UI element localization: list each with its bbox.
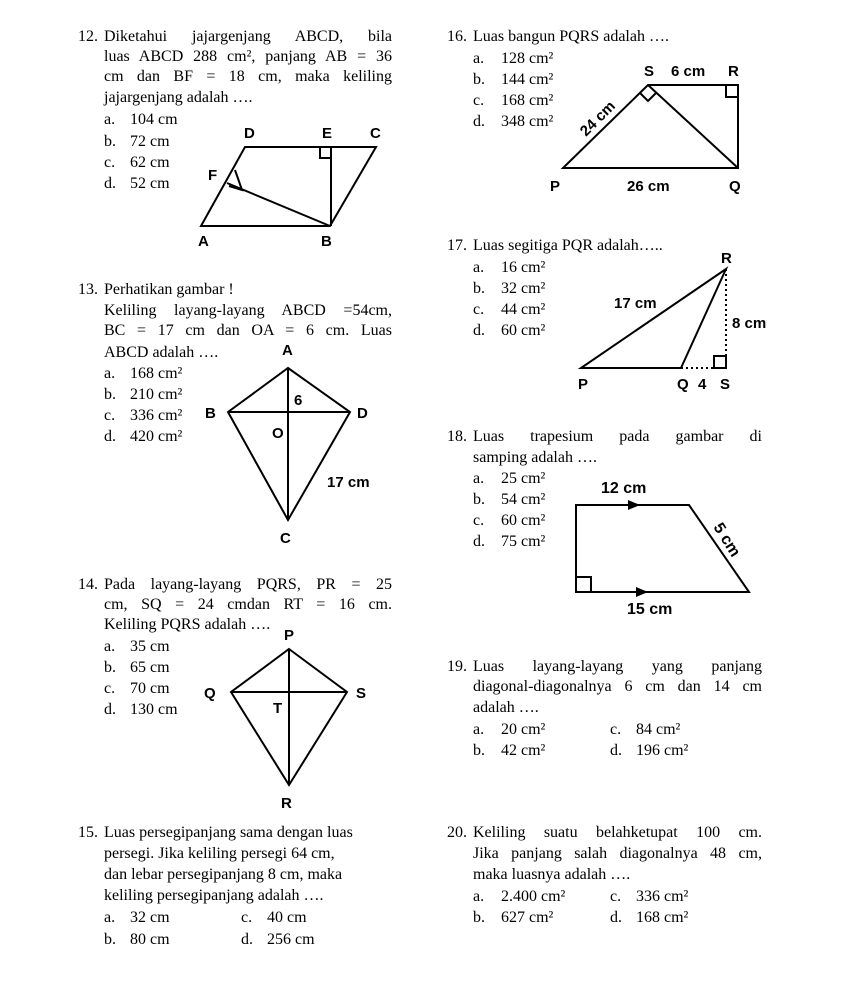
q19-line-1: Luas layang-layang yang panjang bbox=[473, 658, 762, 675]
q20-option-b-letter: b. bbox=[473, 909, 485, 926]
q20-option-a[interactable]: 2.400 cm² bbox=[501, 888, 566, 905]
q14-option-d[interactable]: 130 cm bbox=[130, 701, 178, 718]
q17-option-c-letter: c. bbox=[473, 301, 485, 318]
q13-label-A: A bbox=[282, 342, 293, 359]
q17-label-QS: 4 bbox=[698, 376, 707, 393]
q20-option-c[interactable]: 336 cm² bbox=[636, 888, 689, 905]
q17-label-R: R bbox=[721, 250, 732, 267]
q14-option-d-letter: d. bbox=[104, 701, 116, 718]
q13-label-D: D bbox=[357, 405, 368, 422]
q12-option-c-letter: c. bbox=[104, 154, 116, 171]
q15-line-3: dan lebar persegipanjang 8 cm, maka bbox=[104, 866, 343, 883]
q14-line-3: Keliling PQRS adalah …. bbox=[104, 616, 271, 633]
q20-option-c-letter: c. bbox=[610, 888, 622, 905]
q18-number: 18. bbox=[447, 428, 467, 445]
q15-option-b-letter: b. bbox=[104, 931, 116, 948]
q17-line-1: Luas segitiga PQR adalah….. bbox=[473, 237, 663, 254]
q14-number: 14. bbox=[78, 576, 98, 593]
q20-number: 20. bbox=[447, 824, 467, 841]
q20-option-d[interactable]: 168 cm² bbox=[636, 909, 689, 926]
q18-option-c-letter: c. bbox=[473, 512, 485, 529]
q12-line-1: Diketahui jajargenjang ABCD, bila bbox=[104, 28, 392, 45]
q20-option-b[interactable]: 627 cm² bbox=[501, 909, 554, 926]
q15-option-a[interactable]: 32 cm bbox=[130, 909, 170, 926]
q13-label-BC: 17 cm bbox=[327, 474, 370, 491]
q17-number: 17. bbox=[447, 237, 467, 254]
q20-line-3: maka luasnya adalah …. bbox=[473, 866, 631, 883]
q19-option-d-letter: d. bbox=[610, 742, 622, 759]
q16-line-1: Luas bangun PQRS adalah …. bbox=[473, 28, 669, 45]
q17-label-QR: 17 cm bbox=[614, 295, 657, 312]
q16-label-SR: 6 cm bbox=[671, 63, 706, 80]
q17-option-b-letter: b. bbox=[473, 280, 485, 297]
q15-number: 15. bbox=[78, 824, 98, 841]
q19-option-b[interactable]: 42 cm² bbox=[501, 742, 546, 759]
q14-option-c-letter: c. bbox=[104, 680, 116, 697]
q16-option-c[interactable]: 168 cm² bbox=[501, 92, 554, 109]
q12-option-a-letter: a. bbox=[104, 111, 116, 128]
q18-arrow-top bbox=[628, 500, 640, 510]
q17-label-Q: Q bbox=[677, 376, 689, 393]
q14-line-2: cm, SQ = 24 cmdan RT = 16 cm. bbox=[104, 596, 392, 613]
q15-line-4: keliling persegipanjang adalah …. bbox=[104, 887, 324, 904]
q19-line-2: diagonal-diagonalnya 6 cm dan 14 cm bbox=[473, 678, 762, 695]
q12-option-c[interactable]: 62 cm bbox=[130, 154, 170, 171]
q13-option-d[interactable]: 420 cm² bbox=[130, 428, 183, 445]
q13-line-1: Perhatikan gambar ! bbox=[104, 281, 234, 298]
q20-line-2: Jika panjang salah diagonalnya 48 cm, bbox=[473, 845, 762, 862]
q13-line-3: BC = 17 cm dan OA = 6 cm. Luas bbox=[104, 322, 392, 339]
q18-label-top: 12 cm bbox=[601, 480, 647, 497]
q14-label-R: R bbox=[281, 795, 292, 812]
q14-option-a-letter: a. bbox=[104, 638, 116, 655]
q16-label-PS: 24 cm bbox=[576, 97, 619, 140]
q13-option-a[interactable]: 168 cm² bbox=[130, 365, 183, 382]
q13-option-d-letter: d. bbox=[104, 428, 116, 445]
q12-option-d-letter: d. bbox=[104, 175, 116, 192]
q18-option-d[interactable]: 75 cm² bbox=[501, 533, 546, 550]
q15-option-d-letter: d. bbox=[241, 931, 253, 948]
q15-option-b[interactable]: 80 cm bbox=[130, 931, 170, 948]
q12-line-3: cm dan BF = 18 cm, maka keliling bbox=[104, 68, 392, 85]
q16-option-a-letter: a. bbox=[473, 50, 485, 67]
q18-arrow-bottom bbox=[636, 587, 648, 597]
q20-option-a-letter: a. bbox=[473, 888, 485, 905]
q19-number: 19. bbox=[447, 658, 467, 675]
q15-option-c[interactable]: 40 cm bbox=[267, 909, 307, 926]
q19-option-d[interactable]: 196 cm² bbox=[636, 742, 689, 759]
q14-label-P: P bbox=[284, 627, 295, 644]
q17-option-a[interactable]: 16 cm² bbox=[501, 259, 546, 276]
q13-label-C: C bbox=[280, 530, 291, 547]
q16-option-a[interactable]: 128 cm² bbox=[501, 50, 554, 67]
q18-line-1: Luas trapesium pada gambar di bbox=[473, 428, 762, 445]
q12-option-b-letter: b. bbox=[104, 133, 116, 150]
q20-option-d-letter: d. bbox=[610, 909, 622, 926]
q15-option-c-letter: c. bbox=[241, 909, 253, 926]
q15-line-1: Luas persegipanjang sama dengan luas bbox=[104, 824, 353, 841]
q13-option-b[interactable]: 210 cm² bbox=[130, 386, 183, 403]
q12-option-a[interactable]: 104 cm bbox=[130, 111, 178, 128]
q18-option-d-letter: d. bbox=[473, 533, 485, 550]
q17-option-c[interactable]: 44 cm² bbox=[501, 301, 546, 318]
q18-label-bottom: 15 cm bbox=[627, 601, 673, 618]
q16-option-c-letter: c. bbox=[473, 92, 485, 109]
q12-label-A: A bbox=[198, 233, 209, 250]
q16-label-P: P bbox=[550, 178, 561, 195]
q18-option-b[interactable]: 54 cm² bbox=[501, 491, 546, 508]
q14-option-a[interactable]: 35 cm bbox=[130, 638, 170, 655]
q19-option-a[interactable]: 20 cm² bbox=[501, 721, 546, 738]
q13-line-2: Keliling layang-layang ABCD =54cm, bbox=[104, 302, 392, 319]
q19-option-c-letter: c. bbox=[610, 721, 622, 738]
q14-option-c[interactable]: 70 cm bbox=[130, 680, 170, 697]
q13-option-c[interactable]: 336 cm² bbox=[130, 407, 183, 424]
q16-label-R: R bbox=[728, 63, 739, 80]
q17-option-d-letter: d. bbox=[473, 322, 485, 339]
q12-option-d[interactable]: 52 cm bbox=[130, 175, 170, 192]
q13-number: 13. bbox=[78, 281, 98, 298]
q16-label-S: S bbox=[644, 63, 655, 80]
q14-option-b-letter: b. bbox=[104, 659, 116, 676]
q13-option-c-letter: c. bbox=[104, 407, 116, 424]
q16-option-b[interactable]: 144 cm² bbox=[501, 71, 554, 88]
q18-right-angle bbox=[576, 577, 591, 592]
q18-option-a[interactable]: 25 cm² bbox=[501, 470, 546, 487]
q14-label-Q: Q bbox=[204, 685, 216, 702]
q13-label-B: B bbox=[205, 405, 216, 422]
q12-number: 12. bbox=[78, 28, 98, 45]
q14-label-T: T bbox=[273, 700, 283, 717]
q12-line-2: luas ABCD 288 cm², panjang AB = 36 bbox=[104, 48, 392, 65]
q12-label-E: E bbox=[322, 125, 333, 142]
q12-label-D: D bbox=[244, 125, 255, 142]
q17-option-d[interactable]: 60 cm² bbox=[501, 322, 546, 339]
q18-option-a-letter: a. bbox=[473, 470, 485, 487]
q16-label-PQ: 26 cm bbox=[627, 178, 670, 195]
q14-line-1: Pada layang-layang PQRS, PR = 25 bbox=[104, 576, 392, 593]
q18-label-side: 5 cm bbox=[709, 520, 744, 561]
q18-line-2: samping adalah …. bbox=[473, 449, 597, 466]
q12-label-C: C bbox=[370, 125, 381, 142]
q19-option-c[interactable]: 84 cm² bbox=[636, 721, 681, 738]
q19-option-b-letter: b. bbox=[473, 742, 485, 759]
q12-label-F: F bbox=[208, 167, 218, 184]
q13-line-4: ABCD adalah …. bbox=[104, 344, 219, 361]
q19-line-3: adalah …. bbox=[473, 699, 539, 716]
q13-option-a-letter: a. bbox=[104, 365, 116, 382]
q12-option-b[interactable]: 72 cm bbox=[130, 133, 170, 150]
q17-label-RS: 8 cm bbox=[732, 315, 767, 332]
q19-option-a-letter: a. bbox=[473, 721, 485, 738]
q12-line-4: jajargenjang adalah …. bbox=[104, 89, 253, 106]
q18-option-b-letter: b. bbox=[473, 491, 485, 508]
q15-option-d[interactable]: 256 cm bbox=[267, 931, 315, 948]
q15-line-2: persegi. Jika keliling persegi 64 cm, bbox=[104, 845, 335, 862]
q14-option-b[interactable]: 65 cm bbox=[130, 659, 170, 676]
q17-label-P: P bbox=[578, 376, 589, 393]
q20-line-1: Keliling suatu belahketupat 100 cm. bbox=[473, 824, 762, 841]
q18-option-c[interactable]: 60 cm² bbox=[501, 512, 546, 529]
q14-label-S: S bbox=[356, 685, 367, 702]
q16-option-d[interactable]: 348 cm² bbox=[501, 113, 554, 130]
q12-label-B: B bbox=[321, 233, 332, 250]
q15-option-a-letter: a. bbox=[104, 909, 116, 926]
q17-option-b[interactable]: 32 cm² bbox=[501, 280, 546, 297]
q17-label-S: S bbox=[720, 376, 731, 393]
q13-label-O: O bbox=[272, 425, 284, 442]
q16-label-Q: Q bbox=[729, 178, 741, 195]
q16-option-d-letter: d. bbox=[473, 113, 485, 130]
q13-label-OA: 6 bbox=[294, 392, 303, 409]
q16-option-b-letter: b. bbox=[473, 71, 485, 88]
q16-number: 16. bbox=[447, 28, 467, 45]
q13-option-b-letter: b. bbox=[104, 386, 116, 403]
q17-option-a-letter: a. bbox=[473, 259, 485, 276]
